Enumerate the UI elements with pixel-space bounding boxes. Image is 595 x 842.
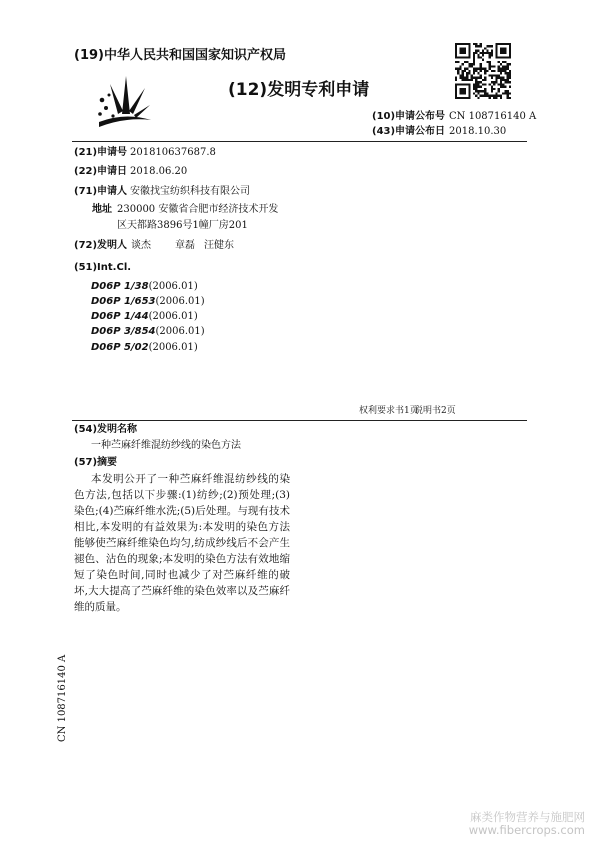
qr-module — [500, 47, 507, 54]
qr-module — [504, 92, 506, 94]
ipc-code: D06P 5/02 — [91, 342, 149, 353]
qr-module — [504, 65, 506, 67]
qr-module — [473, 56, 475, 58]
qr-module — [473, 92, 475, 94]
application-date: 2018.06.20 — [130, 166, 188, 177]
qr-module — [491, 70, 493, 72]
qr-module — [495, 77, 497, 79]
qr-module — [509, 92, 511, 94]
abstract-line: 能够使苎麻纤维染色均匀,纺成纱线后不会产生 — [74, 537, 290, 549]
qr-module — [498, 88, 500, 90]
qr-module — [473, 63, 475, 65]
qr-module — [480, 95, 482, 97]
abstract-line: 色方法,包括以下步骤:(1)纺纱;(2)预处理;(3) — [74, 489, 290, 501]
qr-module — [482, 83, 484, 85]
qr-module — [504, 90, 506, 92]
qr-module — [466, 61, 468, 63]
qr-module — [475, 50, 477, 52]
qr-module — [491, 77, 493, 79]
qr-module — [473, 83, 475, 85]
qr-module — [500, 83, 502, 85]
ipc-version: (2006.01) — [155, 326, 205, 337]
publication-number-label: (10)申请公布号 — [372, 111, 446, 122]
qr-module — [473, 77, 475, 79]
qr-module — [509, 74, 511, 76]
qr-module — [473, 86, 475, 88]
publication-number: CN 108716140 A — [449, 111, 537, 122]
qr-module — [486, 45, 488, 47]
qr-module — [509, 77, 511, 79]
qr-module — [471, 79, 473, 81]
qr-module — [491, 45, 493, 47]
invention-title: 一种苎麻纤维混纺纱线的染色方法 — [91, 440, 241, 451]
qr-module — [489, 65, 491, 67]
qr-module — [507, 97, 509, 99]
qr-module — [500, 95, 502, 97]
qr-module — [464, 70, 466, 72]
qr-module — [455, 68, 457, 70]
qr-module — [504, 79, 506, 81]
qr-module — [504, 86, 506, 88]
qr-module — [477, 86, 479, 88]
qr-module — [473, 52, 475, 54]
qr-module — [491, 90, 493, 92]
qr-module — [466, 68, 468, 70]
ipc-entry — [91, 339, 198, 355]
qr-module — [475, 45, 477, 47]
ipc-entry — [91, 308, 198, 324]
qr-module — [489, 61, 491, 63]
qr-module — [484, 79, 486, 81]
qr-module — [509, 63, 511, 65]
qr-module — [455, 77, 457, 79]
invention-title-label: (54)发明名称 — [74, 424, 138, 435]
qr-module — [468, 65, 470, 67]
qr-module — [475, 79, 477, 81]
qr-module — [482, 59, 484, 61]
qr-module — [498, 95, 500, 97]
ipc-version: (2006.01) — [155, 296, 205, 307]
qr-module — [475, 88, 477, 90]
qr-module — [493, 83, 495, 85]
abstract-line: 本发明公开了一种苎麻纤维混纺纱线的染 — [91, 473, 290, 485]
watermark-site-name: 麻类作物营养与施肥网 — [470, 810, 585, 824]
qr-module — [507, 79, 509, 81]
qr-module — [484, 92, 486, 94]
qr-module — [495, 97, 497, 99]
description-page-count: 说明书2页 — [414, 406, 456, 416]
qr-module — [500, 63, 502, 65]
qr-module — [491, 54, 493, 56]
qr-module — [480, 65, 482, 67]
qr-module — [480, 68, 482, 70]
qr-module — [507, 74, 509, 76]
qr-module — [489, 68, 491, 70]
qr-module — [489, 52, 491, 54]
qr-module — [502, 70, 504, 72]
address-line: 230000 安徽省合肥市经济技术开发 — [117, 204, 279, 215]
qr-module — [468, 70, 470, 72]
qr-module — [502, 92, 504, 94]
applicant-label: (71)申请人 — [74, 186, 128, 197]
ipc-label: (51)Int.Cl. — [74, 262, 132, 273]
qr-module — [459, 68, 461, 70]
qr-module — [475, 90, 477, 92]
ipc-entry — [91, 293, 205, 309]
qr-module — [504, 81, 506, 83]
qr-module — [489, 45, 491, 47]
qr-module — [457, 72, 459, 74]
qr-module — [484, 52, 486, 54]
qr-module — [477, 90, 479, 92]
qr-module — [477, 45, 479, 47]
qr-module — [500, 97, 502, 99]
qr-module — [477, 50, 479, 52]
qr-module — [484, 47, 486, 49]
abstract-line: 褪色、沾色的现象;本发明的染色方法有效地缩 — [74, 553, 290, 565]
qr-module — [466, 77, 468, 79]
qr-module — [489, 56, 491, 58]
qr-module — [477, 77, 479, 79]
qr-module — [457, 61, 459, 63]
qr-module — [507, 77, 509, 79]
qr-module — [504, 72, 506, 74]
qr-module — [493, 88, 495, 90]
qr-module — [477, 83, 479, 85]
inventor-name: 章磊 — [175, 240, 195, 251]
qr-module — [491, 65, 493, 67]
qr-module — [486, 61, 488, 63]
qr-module — [502, 65, 504, 67]
cnipa-emblem-icon — [95, 74, 153, 132]
qr-module — [498, 61, 500, 63]
qr-module — [471, 77, 473, 79]
qr-module — [509, 86, 511, 88]
ipc-code: D06P 3/854 — [91, 326, 156, 337]
qr-module — [480, 90, 482, 92]
qr-module — [484, 70, 486, 72]
qr-module — [482, 52, 484, 54]
qr-module — [468, 79, 470, 81]
qr-module — [486, 52, 488, 54]
qr-module — [491, 74, 493, 76]
qr-module — [475, 68, 477, 70]
publication-date: 2018.10.30 — [449, 126, 507, 137]
application-number-label: (21)申请号 — [74, 147, 128, 158]
applicant-name: 安徽找宝纺织科技有限公司 — [130, 186, 250, 197]
qr-module — [455, 79, 457, 81]
qr-module — [498, 74, 500, 76]
qr-module — [502, 77, 504, 79]
qr-module — [459, 74, 461, 76]
qr-module — [475, 83, 477, 85]
qr-module — [473, 88, 475, 90]
qr-module — [462, 63, 464, 65]
qr-module — [484, 90, 486, 92]
qr-module — [477, 81, 479, 83]
side-publication-number: CN 108716140 A — [57, 654, 68, 742]
qr-module — [507, 92, 509, 94]
qr-module — [500, 86, 502, 88]
qr-module — [484, 88, 486, 90]
qr-module — [457, 68, 459, 70]
qr-module — [489, 83, 491, 85]
abstract-line: 坏,大大提高了苎麻纤维的染色效率以及苎麻纤 — [74, 585, 290, 597]
ipc-code: D06P 1/44 — [91, 311, 149, 322]
qr-module — [507, 63, 509, 65]
qr-module — [471, 65, 473, 67]
qr-module — [480, 77, 482, 79]
qr-module — [462, 72, 464, 74]
qr-module — [489, 74, 491, 76]
qr-module — [459, 88, 466, 95]
qr-module — [473, 68, 475, 70]
qr-module — [507, 72, 509, 74]
qr-module — [464, 61, 466, 63]
qr-module — [484, 95, 486, 97]
address-label: 地址 — [92, 204, 112, 215]
qr-module — [466, 74, 468, 76]
qr-module — [507, 95, 509, 97]
qr-module — [493, 74, 495, 76]
qr-module — [495, 95, 497, 97]
qr-module — [498, 65, 500, 67]
qr-module — [493, 65, 495, 67]
qr-module — [466, 79, 468, 81]
qr-module — [504, 68, 506, 70]
qr-module — [484, 68, 486, 70]
ipc-entry — [91, 278, 198, 294]
qr-module — [468, 63, 470, 65]
qr-module — [477, 56, 479, 58]
qr-module — [498, 90, 500, 92]
qr-module — [475, 77, 477, 79]
qr-module — [459, 65, 461, 67]
qr-module — [484, 83, 486, 85]
qr-module — [491, 52, 493, 54]
qr-module — [495, 74, 497, 76]
qr-module — [500, 68, 502, 70]
qr-module — [507, 81, 509, 83]
qr-module — [500, 72, 502, 74]
qr-module — [482, 90, 484, 92]
qr-module — [480, 81, 482, 83]
qr-module — [484, 77, 486, 79]
qr-module — [482, 79, 484, 81]
qr-module — [482, 68, 484, 70]
qr-module — [480, 74, 482, 76]
qr-module — [468, 72, 470, 74]
qr-module — [502, 68, 504, 70]
qr-code-icon — [455, 43, 511, 99]
qr-module — [493, 81, 495, 83]
qr-module — [491, 88, 493, 90]
qr-module — [473, 61, 475, 63]
qr-module — [500, 77, 502, 79]
qr-module — [480, 52, 482, 54]
qr-module — [462, 77, 464, 79]
qr-module — [482, 95, 484, 97]
qr-module — [491, 50, 493, 52]
qr-module — [475, 52, 477, 54]
qr-module — [484, 72, 486, 74]
ipc-version: (2006.01) — [148, 311, 198, 322]
qr-module — [498, 68, 500, 70]
inventor-name: 汪健东 — [204, 240, 234, 251]
ipc-code: D06P 1/38 — [91, 281, 149, 292]
abstract-line: 相比,本发明的有益效果为:本发明的染色方法 — [74, 521, 290, 533]
qr-module — [509, 72, 511, 74]
header-divider — [72, 141, 527, 142]
qr-module — [480, 56, 482, 58]
qr-module — [480, 63, 482, 65]
qr-module — [462, 70, 464, 72]
qr-module — [489, 63, 491, 65]
qr-module — [507, 65, 509, 67]
qr-module — [473, 59, 475, 61]
qr-module — [491, 81, 493, 83]
qr-module — [471, 63, 473, 65]
qr-module — [480, 86, 482, 88]
qr-module — [498, 83, 500, 85]
qr-module — [491, 95, 493, 97]
application-date-label: (22)申请日 — [74, 166, 128, 177]
watermark-url: www.fibercrops.com — [468, 823, 585, 837]
qr-module — [493, 95, 495, 97]
abstract-line: 维的质量。 — [74, 601, 127, 613]
qr-module — [498, 70, 500, 72]
qr-module — [493, 97, 495, 99]
qr-module — [502, 79, 504, 81]
qr-module — [457, 70, 459, 72]
qr-module — [502, 86, 504, 88]
qr-module — [473, 43, 475, 45]
qr-module — [491, 86, 493, 88]
qr-module — [475, 81, 477, 83]
abstract-line: 短了染色时间,同时也减少了对苎麻纤维的破 — [74, 569, 290, 581]
ipc-version: (2006.01) — [148, 342, 198, 353]
qr-module — [480, 45, 482, 47]
qr-module — [462, 79, 464, 81]
qr-module — [507, 68, 509, 70]
qr-module — [509, 97, 511, 99]
qr-module — [477, 72, 479, 74]
address-line: 区天都路3896号1幢厂房201 — [117, 220, 248, 231]
qr-module — [500, 70, 502, 72]
qr-module — [489, 95, 491, 97]
qr-module — [464, 77, 466, 79]
issuing-office: (19)中华人民共和国国家知识产权局 — [74, 48, 286, 63]
application-number: 201810637687.8 — [130, 147, 216, 158]
qr-module — [475, 43, 477, 45]
qr-module — [495, 92, 497, 94]
qr-module — [495, 81, 497, 83]
qr-module — [498, 77, 500, 79]
qr-module — [486, 92, 488, 94]
ipc-version: (2006.01) — [148, 281, 198, 292]
document-type-title: (12)发明专利申请 — [228, 80, 370, 100]
qr-module — [480, 70, 482, 72]
qr-module — [466, 72, 468, 74]
qr-module — [473, 70, 475, 72]
qr-module — [471, 74, 473, 76]
qr-module — [495, 79, 497, 81]
inventor-name: 谈杰 — [131, 240, 151, 251]
inventors-label: (72)发明人 — [74, 240, 128, 251]
qr-module — [486, 70, 488, 72]
qr-module — [486, 95, 488, 97]
qr-module — [475, 95, 477, 97]
abstract-line: 染色;(4)苎麻纤维水洗;(5)后处理。与现有技术 — [74, 505, 290, 517]
ipc-entry — [91, 323, 205, 339]
qr-module — [462, 74, 464, 76]
qr-module — [482, 50, 484, 52]
qr-module — [464, 68, 466, 70]
qr-module — [459, 47, 466, 54]
qr-module — [482, 54, 484, 56]
qr-module — [477, 92, 479, 94]
qr-module — [504, 61, 506, 63]
qr-module — [509, 70, 511, 72]
qr-module — [502, 61, 504, 63]
section-divider — [72, 420, 527, 421]
qr-module — [475, 70, 477, 72]
qr-module — [477, 68, 479, 70]
ipc-code: D06P 1/653 — [91, 296, 156, 307]
qr-module — [500, 79, 502, 81]
qr-module — [464, 79, 466, 81]
qr-module — [459, 77, 461, 79]
qr-module — [509, 81, 511, 83]
qr-module — [502, 83, 504, 85]
qr-module — [489, 54, 491, 56]
qr-module — [486, 50, 488, 52]
qr-module — [477, 54, 479, 56]
claims-page-count: 权利要求书1页 — [359, 406, 419, 416]
qr-module — [489, 97, 491, 99]
abstract-label: (57)摘要 — [74, 457, 118, 468]
publication-date-label: (43)申请公布日 — [372, 126, 446, 137]
qr-module — [493, 70, 495, 72]
qr-module — [507, 90, 509, 92]
qr-module — [477, 97, 479, 99]
qr-module — [455, 61, 457, 63]
qr-module — [473, 54, 475, 56]
qr-module — [475, 86, 477, 88]
qr-module — [473, 72, 475, 74]
qr-module — [500, 81, 502, 83]
qr-module — [480, 43, 482, 45]
qr-module — [504, 70, 506, 72]
